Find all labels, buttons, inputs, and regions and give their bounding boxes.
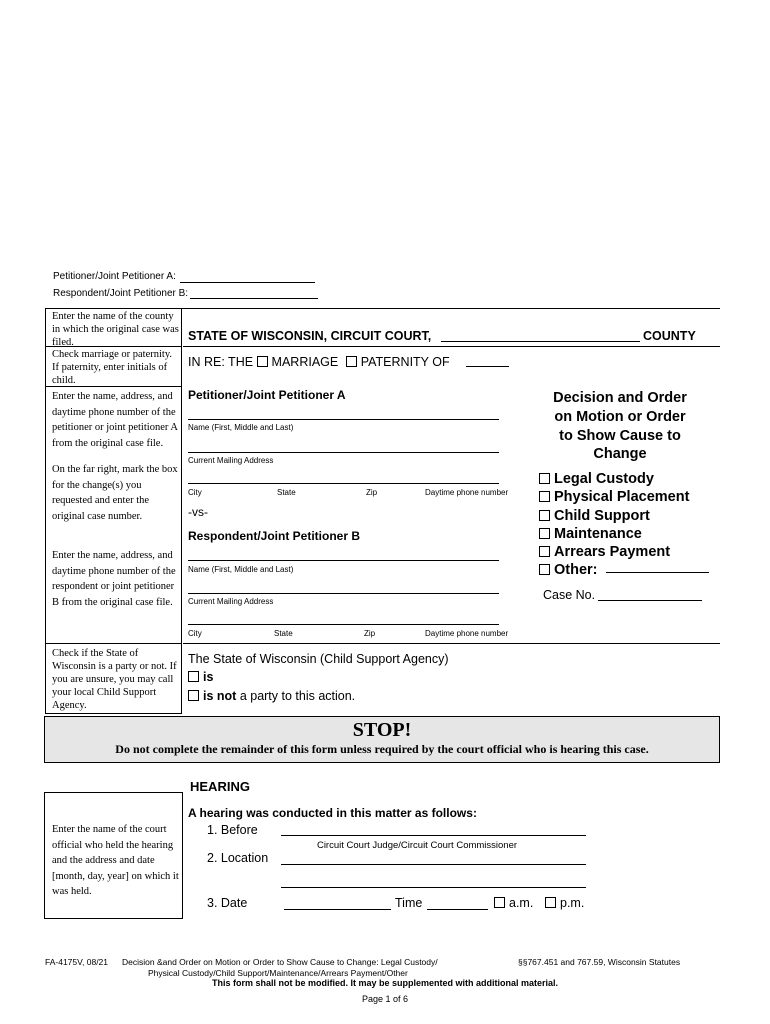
date-field[interactable] [284, 909, 391, 910]
state-is-option[interactable]: is [188, 670, 213, 684]
respondent-name-field[interactable] [188, 560, 499, 561]
physical-placement-option[interactable]: Physical Placement [539, 488, 689, 506]
legal-custody-option[interactable]: Legal Custody [539, 470, 689, 488]
respondent-phone-label: Daytime phone number [425, 629, 509, 638]
location-field-2[interactable] [281, 887, 586, 888]
hearing-heading: HEARING [190, 779, 250, 794]
petitioner-caption-label: Petitioner/Joint Petitioner A: [53, 271, 176, 282]
petitioner-address-field[interactable] [188, 452, 499, 453]
respondent-caption-field[interactable] [190, 298, 318, 299]
physical-placement-checkbox[interactable] [539, 491, 550, 502]
petitioner-city-field[interactable] [188, 483, 499, 484]
petitioner-heading: Petitioner/Joint Petitioner A [188, 388, 346, 402]
form-description-line1: Decision &and Order on Motion or Order to Show Cause to Change: Legal Custody/ [122, 957, 438, 967]
child-support-checkbox[interactable] [539, 510, 550, 521]
maintenance-checkbox[interactable] [539, 528, 550, 539]
respondent-zip-label: Zip [364, 629, 376, 638]
state-is-not-option[interactable]: is not a party to this action. [188, 689, 355, 703]
date-label: 3. Date [207, 896, 248, 910]
modification-notice: This form shall not be modified. It may be supplemented with additional material. [211, 978, 559, 988]
petitioner-city-label: City [188, 488, 202, 497]
paternity-checkbox[interactable] [346, 356, 357, 367]
time-field[interactable] [427, 909, 488, 910]
am-option[interactable]: a.m. [494, 896, 533, 910]
respondent-heading: Respondent/Joint Petitioner B [188, 529, 361, 543]
child-support-option[interactable]: Child Support [539, 507, 689, 525]
form-id: FA-4175V, 08/21 [45, 957, 109, 967]
petitioner-address-label: Current Mailing Address [188, 456, 274, 465]
hearing-instruction: Enter the name of the court official who held the hearing and the address and date [month, day, year] on which it was held. [52, 824, 179, 897]
marriage-instruction: Check marriage or paternity. If paternity, enter initials of child. [52, 349, 173, 386]
location-field-1[interactable] [281, 864, 586, 865]
other-checkbox[interactable] [539, 564, 550, 575]
petitioner-name-label: Name (First, Middle and Last) [188, 423, 294, 432]
respondent-state-label: State [274, 629, 293, 638]
stop-title: STOP! [352, 719, 412, 741]
case-number-label: Case No. [543, 588, 596, 602]
petitioner-caption-field[interactable] [180, 282, 315, 283]
county-instruction: Enter the name of the county in which the original case was filed. [52, 311, 179, 348]
change-instruction: On the far right, mark the box for the change(s) you requested and enter the original case number. [52, 464, 178, 522]
time-label: Time [395, 896, 423, 910]
state-is-not-checkbox[interactable] [188, 690, 199, 701]
respondent-caption-label: Respondent/Joint Petitioner B: [53, 288, 189, 299]
state-is-checkbox[interactable] [188, 671, 199, 682]
other-field[interactable] [606, 572, 709, 573]
child-initials-field[interactable] [466, 366, 509, 367]
page-number: Page 1 of 6 [361, 994, 409, 1004]
case-number-field[interactable] [598, 600, 702, 601]
respondent-city-field[interactable] [188, 624, 499, 625]
location-label: 2. Location [207, 851, 269, 865]
form-title: Decision and Order on Motion or Order to Show Cause to Change [553, 390, 687, 463]
maintenance-option[interactable]: Maintenance [539, 525, 689, 543]
other-option[interactable]: Other: [539, 561, 689, 579]
in-re-row: IN RE: THE MARRIAGE PATERNITY OF [188, 355, 450, 369]
official-field[interactable] [281, 835, 586, 836]
state-court-label: STATE OF WISCONSIN, CIRCUIT COURT, [188, 329, 432, 343]
respondent-instruction: Enter the name, address, and daytime phone number of the respondent or joint petitioner B from the original case file. [52, 550, 176, 608]
hearing-intro: A hearing was conducted in this matter as follows: [188, 806, 477, 820]
state-party-instruction: Check if the State of Wisconsin is a party or not. If you are unsure, you may call your local Child Support Agency. [52, 648, 177, 711]
respondent-address-field[interactable] [188, 593, 499, 594]
county-field[interactable] [441, 341, 640, 342]
arrears-payment-checkbox[interactable] [539, 546, 550, 557]
pm-checkbox[interactable] [545, 897, 556, 908]
statutes: §§767.451 and 767.59, Wisconsin Statutes [518, 957, 681, 967]
respondent-address-label: Current Mailing Address [188, 597, 274, 606]
arrears-payment-option[interactable]: Arrears Payment [539, 543, 689, 561]
pm-option[interactable]: p.m. [545, 896, 584, 910]
petitioner-state-label: State [277, 488, 296, 497]
respondent-name-label: Name (First, Middle and Last) [188, 565, 294, 574]
versus-label: -vs- [188, 505, 208, 519]
am-checkbox[interactable] [494, 897, 505, 908]
change-options [539, 470, 689, 580]
county-label: COUNTY [643, 329, 696, 343]
legal-custody-checkbox[interactable] [539, 473, 550, 484]
before-label: 1. Before [207, 823, 258, 837]
state-party-heading: The State of Wisconsin (Child Support Agency) [188, 652, 449, 666]
official-label: Circuit Court Judge/Circuit Court Commissioner [316, 840, 518, 851]
petitioner-instruction: Enter the name, address, and daytime phone number of the petitioner or joint petitioner A from the original case file. [52, 391, 178, 449]
petitioner-name-field[interactable] [188, 419, 499, 420]
respondent-city-label: City [188, 629, 202, 638]
marriage-checkbox[interactable] [257, 356, 268, 367]
form-description-line2: Physical Custody/Child Support/Maintenance/Arrears Payment/Other [148, 968, 408, 978]
stop-text: Do not complete the remainder of this form unless required by the court official who is hearing this case. [115, 742, 649, 756]
petitioner-zip-label: Zip [366, 488, 378, 497]
petitioner-phone-label: Daytime phone number [425, 488, 509, 497]
